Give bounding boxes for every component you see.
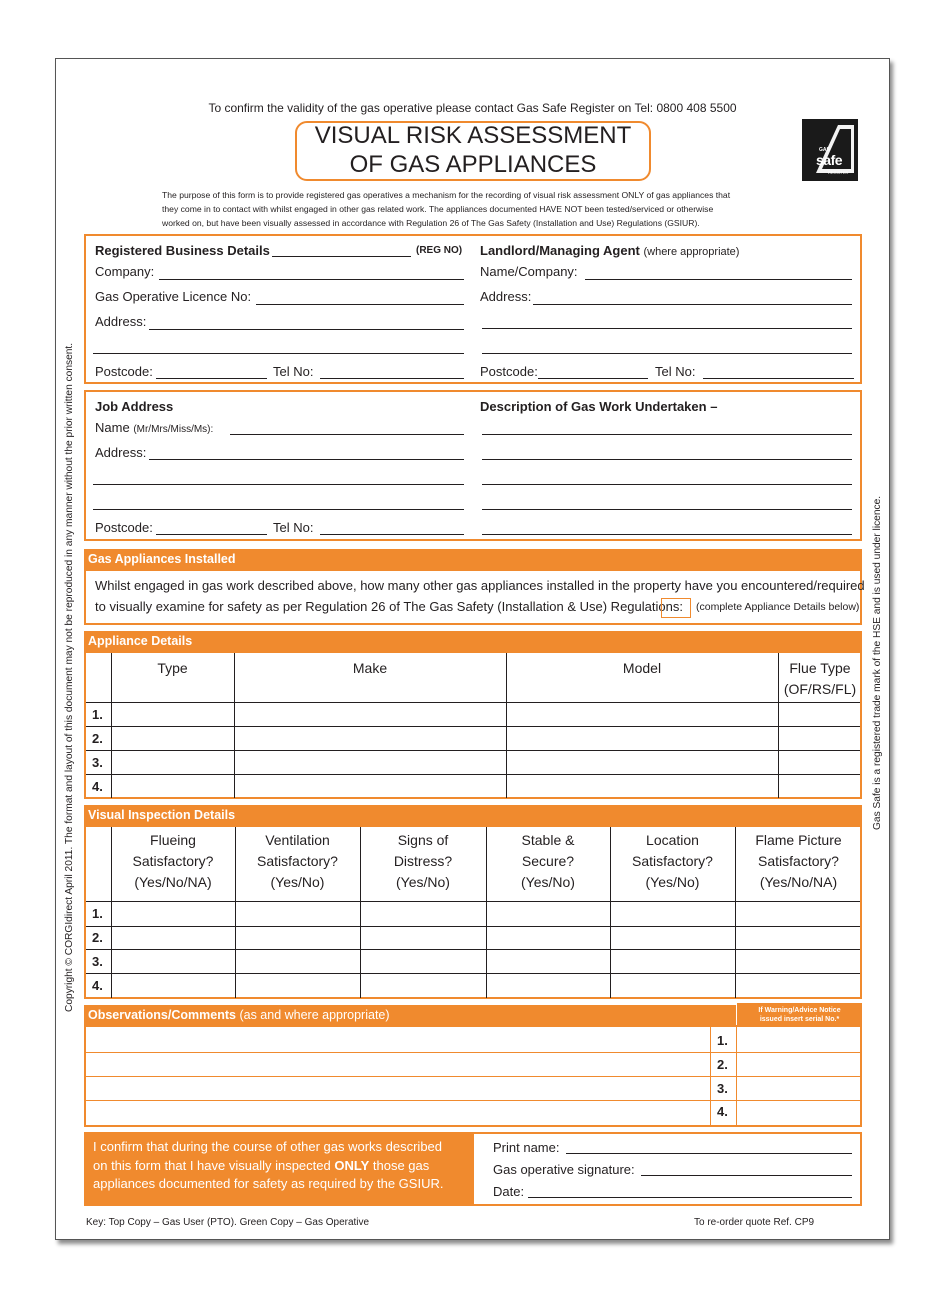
- observations-row-num: 3.: [717, 1081, 728, 1096]
- gas-safe-logo-text: safe: [816, 152, 843, 168]
- date-label: Date:: [493, 1184, 525, 1199]
- observations-heading-bar: [84, 1005, 736, 1027]
- business-tel-label: Tel No:: [273, 364, 314, 379]
- installed-text-2: to visually examine for safety as per Regulation 26 of The Gas Safety (Installation & Use) Regulations:: [95, 599, 683, 614]
- observations-row-divider: [86, 1100, 860, 1101]
- signature-field[interactable]: [641, 1175, 852, 1176]
- inspection-col-flame-1: Flame Picture: [755, 832, 842, 848]
- serial-note-line-1: If Warning/Advice Notice: [758, 1007, 841, 1014]
- job-address-label: Address:: [95, 445, 147, 460]
- landlord-heading: [480, 243, 739, 258]
- job-address-field-3[interactable]: [93, 509, 464, 510]
- landlord-address-field-1[interactable]: [533, 304, 852, 305]
- observations-heading: Observations/Comments: [88, 1008, 236, 1022]
- copyright-side-text: Copyright © CORGIdirect April 2011. The format and layout of this document may not be reproduced in any manner without the prior written consent.: [64, 342, 75, 1012]
- inspection-col-stable-1: Stable &: [521, 832, 575, 848]
- appliance-count-field[interactable]: [661, 598, 691, 618]
- gas-safe-logo-small-text: GAS: [819, 147, 830, 153]
- inspection-col-location-3: (Yes/No): [645, 874, 700, 890]
- appliance-col-flue-1: Flue Type: [789, 660, 851, 676]
- inspection-col-ventilation-1: Ventilation: [265, 832, 330, 848]
- business-tel-field[interactable]: [320, 378, 464, 379]
- inspection-col-flame-3: (Yes/No/NA): [759, 874, 838, 890]
- company-label: Company:: [95, 264, 155, 279]
- inspection-row-num: 4.: [92, 978, 103, 993]
- inspection-row-num: 1.: [92, 906, 103, 921]
- job-postcode-label: Postcode:: [95, 520, 153, 535]
- inspection-col-flueing-2: Satisfactory?: [132, 853, 214, 869]
- appliance-row-num: 3.: [92, 755, 103, 770]
- job-name-label: [95, 420, 213, 435]
- confirm-line-2: [93, 1158, 429, 1173]
- inspection-col-stable-2: Secure?: [521, 853, 575, 869]
- job-address-field-1[interactable]: [149, 459, 464, 460]
- installed-note: (complete Appliance Details below): [696, 601, 860, 613]
- job-name-text: Name: [95, 420, 130, 435]
- inspection-row-divider: [86, 949, 860, 950]
- print-name-field[interactable]: [566, 1153, 852, 1154]
- inspection-col-distress-2: Distress?: [393, 853, 453, 869]
- observations-row-divider: [86, 1052, 860, 1053]
- landlord-heading-note: (where appropriate): [643, 246, 740, 258]
- appliance-row-num: 2.: [92, 731, 103, 746]
- landlord-tel-label: Tel No:: [655, 364, 696, 379]
- job-address-field-2[interactable]: [93, 484, 464, 485]
- inspection-col-location-1: Location: [646, 832, 699, 848]
- landlord-address-label: Address:: [480, 289, 532, 304]
- appliance-row-divider: [86, 750, 860, 751]
- business-address-field-1[interactable]: [149, 329, 464, 330]
- confirm-line-2-post: those gas: [369, 1158, 430, 1173]
- inspection-col-ventilation-2: Satisfactory?: [257, 853, 338, 869]
- job-tel-label: Tel No:: [273, 520, 314, 535]
- print-name-label: Print name:: [493, 1140, 560, 1155]
- work-description-line-1[interactable]: [482, 434, 852, 435]
- confirm-line-1: I confirm that during the course of other gas works described: [93, 1139, 443, 1154]
- appliance-row-num: 1.: [92, 707, 103, 722]
- job-address-box: [84, 390, 862, 541]
- purpose-line-2: they come in to contact with whilst engaged in other gas related work. The appliances documented HAVE NOT been tested/serviced or otherwise: [162, 204, 714, 214]
- confirm-line-2-bold: ONLY: [334, 1158, 370, 1173]
- contact-line: To confirm the validity of the gas operative please contact Gas Safe Register on Tel: 0800 408 5500: [208, 101, 737, 115]
- company-field[interactable]: [159, 279, 464, 280]
- work-description-line-5[interactable]: [482, 534, 852, 535]
- gas-safe-logo: [802, 119, 858, 181]
- landlord-name-label: Name/Company:: [480, 264, 578, 279]
- business-postcode-label: Postcode:: [95, 364, 153, 379]
- inspection-row-num: 3.: [92, 954, 103, 969]
- landlord-heading-text: Landlord/Managing Agent: [480, 243, 640, 258]
- work-description-line-4[interactable]: [482, 509, 852, 510]
- inspection-heading-bar: Visual Inspection Details: [84, 805, 862, 827]
- title-line-1: VISUAL RISK ASSESSMENT: [314, 122, 632, 149]
- work-description-line-2[interactable]: [482, 459, 852, 460]
- inspection-col-flueing-3: (Yes/No/NA): [134, 874, 212, 890]
- landlord-postcode-field[interactable]: [538, 378, 648, 379]
- confirm-line-2-pre: on this form that I have visually inspected: [93, 1158, 335, 1173]
- observations-heading-note: (as and where appropriate): [239, 1008, 390, 1022]
- purpose-line-1: The purpose of this form is to provide registered gas operatives a mechanism for the recording of visual risk assessment ONLY of gas appliances that: [162, 190, 731, 200]
- appliance-col-flue-2: (OF/RS/FL): [783, 681, 857, 697]
- inspection-col-flame-2: Satisfactory?: [758, 853, 839, 869]
- landlord-tel-field[interactable]: [703, 378, 854, 379]
- appliance-row-divider: [86, 774, 860, 775]
- appliance-col-type: Type: [157, 660, 188, 676]
- job-tel-field[interactable]: [320, 534, 464, 535]
- appliance-col-make: Make: [352, 660, 388, 676]
- job-heading: Job Address: [95, 399, 174, 414]
- trademark-side-text: Gas Safe is a registered trade mark of the HSE and is used under licence.: [872, 495, 883, 830]
- serial-note-bar: [737, 1003, 862, 1027]
- appliance-row-divider: [86, 726, 860, 727]
- work-description-heading: Description of Gas Work Undertaken –: [480, 399, 718, 414]
- appliance-row-num: 4.: [92, 779, 103, 794]
- reg-no-label: (REG NO): [416, 245, 463, 256]
- inspection-row-num: 2.: [92, 930, 103, 945]
- licence-label: Gas Operative Licence No:: [95, 289, 252, 304]
- signature-label: Gas operative signature:: [493, 1162, 635, 1177]
- inspection-col-stable-3: (Yes/No): [521, 874, 575, 890]
- installed-heading-bar: Gas Appliances Installed: [84, 549, 862, 571]
- observations-row-num: 2.: [717, 1057, 728, 1072]
- business-address-label: Address:: [95, 314, 147, 329]
- inspection-row-divider: [86, 926, 860, 927]
- confirm-line-3: appliances documented for safety as required by the GSIUR.: [93, 1176, 444, 1191]
- business-postcode-field[interactable]: [156, 378, 267, 379]
- appliance-col-model: Model: [622, 660, 662, 676]
- footer-key: Key: Top Copy – Gas User (PTO). Green Copy – Gas Operative: [86, 1217, 370, 1228]
- job-name-note: (Mr/Mrs/Miss/Ms):: [133, 424, 214, 435]
- installed-text-1: Whilst engaged in gas work described above, how many other gas appliances installed in the property have you encountered/required: [95, 578, 865, 593]
- observations-row-divider: [86, 1076, 860, 1077]
- appliance-row-divider: [86, 702, 860, 703]
- job-name-field[interactable]: [230, 434, 464, 435]
- job-postcode-field[interactable]: [156, 534, 267, 535]
- inspection-col-ventilation-3: (Yes/No): [270, 874, 325, 890]
- serial-note-line-2: issued insert serial No.*: [759, 1016, 840, 1023]
- inspection-col-distress-3: (Yes/No): [396, 874, 450, 890]
- observations-row-num: 4.: [717, 1104, 728, 1119]
- inspection-col-location-2: Satisfactory?: [632, 853, 713, 869]
- inspection-row-divider: [86, 973, 860, 974]
- landlord-name-field[interactable]: [585, 279, 852, 280]
- footer-reorder: To re-order quote Ref. CP9: [694, 1217, 815, 1228]
- purpose-line-3: worked on, but have been visually assessed in accordance with Regulation 26 of The Gas Safety (Installation and Use) Regulations (GSIUR).: [162, 218, 700, 228]
- inspection-col-flueing-1: Flueing: [150, 832, 196, 848]
- inspection-row-divider: [86, 901, 860, 902]
- business-heading: Registered Business Details: [95, 243, 270, 258]
- landlord-postcode-label: Postcode:: [480, 364, 538, 379]
- business-address-field-2[interactable]: [93, 353, 464, 354]
- observations-row-num: 1.: [717, 1033, 728, 1048]
- landlord-address-field-3[interactable]: [482, 353, 852, 354]
- licence-field[interactable]: [256, 304, 464, 305]
- appliance-heading-bar: Appliance Details: [84, 631, 862, 653]
- landlord-address-field-2[interactable]: [482, 328, 852, 329]
- title-line-2: OF GAS APPLIANCES: [349, 151, 597, 178]
- inspection-col-distress-1: Signs of: [397, 832, 449, 848]
- reg-no-field[interactable]: [272, 256, 411, 257]
- work-description-line-3[interactable]: [482, 484, 852, 485]
- date-field[interactable]: [528, 1197, 852, 1198]
- gas-safe-logo-sub-text: REGISTER: [828, 170, 849, 175]
